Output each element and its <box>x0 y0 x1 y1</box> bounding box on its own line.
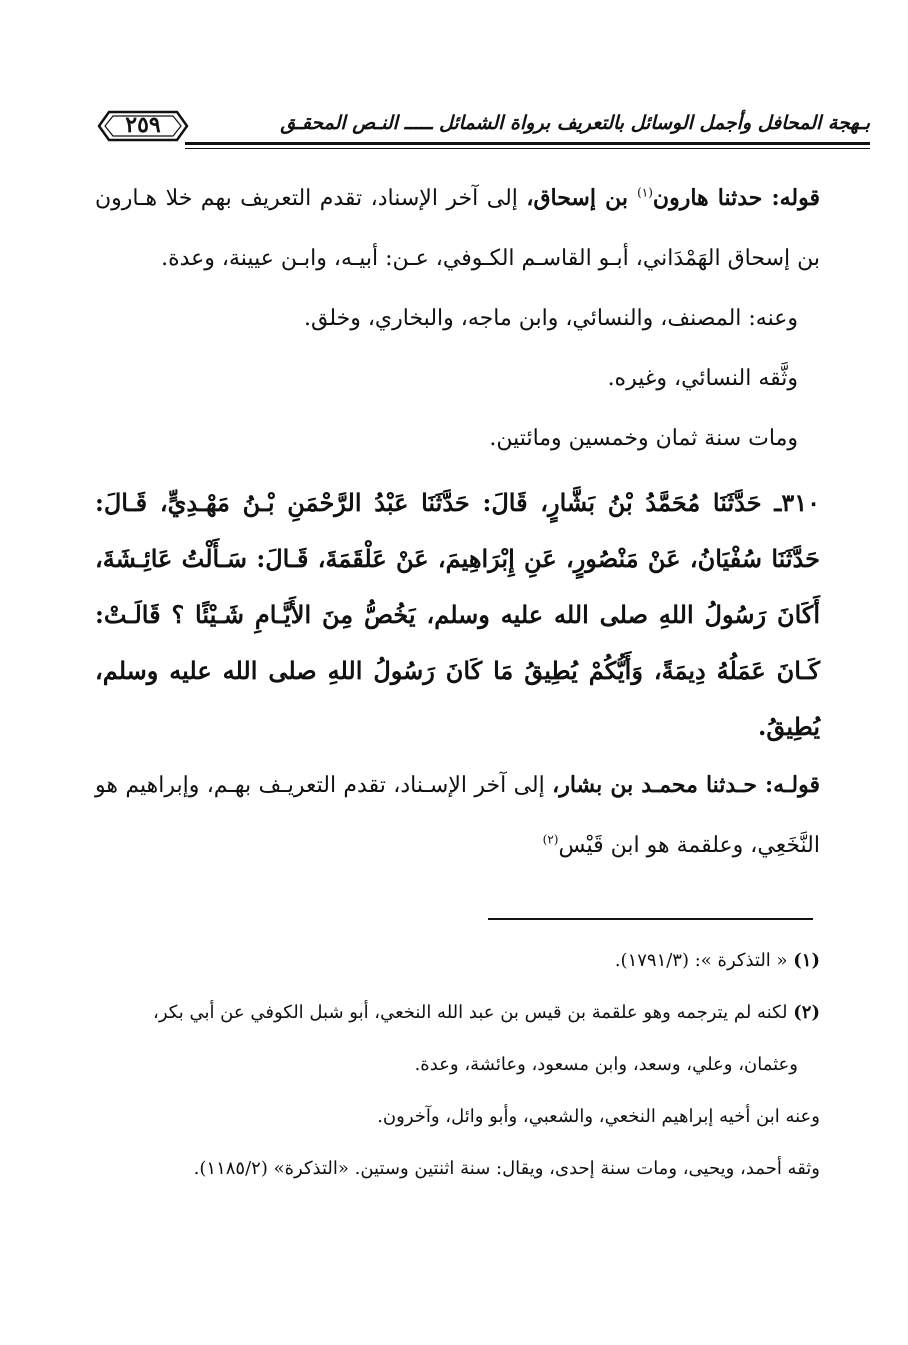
paragraph-1-lead: قوله: حدثنا هارون <box>652 185 820 211</box>
footnotes <box>95 935 820 1195</box>
page-number-badge <box>95 108 191 144</box>
paragraph-2: وعنه: المصنف، والنسائي، وابن ماجه، والبخاري، وخلق. <box>303 306 798 331</box>
footnote-2 <box>95 987 820 1039</box>
header-rule-thick <box>185 142 870 145</box>
running-header <box>95 108 870 150</box>
footnote-1 <box>95 935 820 987</box>
paragraph-5-text: إلى آخر الإسـناد، تقدم التعريـف بهـم، وإبراهيم هو النَّخَعِي، وعلقمة هو ابن قَيْس <box>95 773 820 858</box>
footnote-ref-2[interactable]: (٢) <box>542 832 559 847</box>
paragraph-1-lead-2: بن إسحاق، <box>526 185 638 211</box>
paragraph-3: وثَّقه النسائي، وغيره. <box>607 366 798 391</box>
main-text <box>95 168 820 876</box>
footnote-1-number: (١) <box>793 950 820 971</box>
paragraph-1-text: إلى آخر الإسناد، تقدم التعريف بهم خلا هـارون بن إسحاق الهَمْدَاني، أبـو القاسـم الكـوفي، عـن: أبيـه، وابـن عيينة، وعدة. <box>95 186 820 271</box>
hadith-text: ٣١٠ـ حَدَّثَنَا مُحَمَّدُ بْنُ بَشَّارٍ، قَالَ: حَدَّثَنَا عَبْدُ الرَّحْمَنِ بْـنُ مَهْـدِيٍّ، قَـالَ: حَدَّثَنَا سُفْيَانُ، عَنْ مَنْصُورٍ، عَنِ إِبْرَاهِيمَ، عَنْ عَلْقَمَةَ، قَـالَ: سَـأَلْتُ عَائِـشَةَ، أَكَانَ رَسُولُ اللهِ صلى الله عليه وسلم، يَخُصُّ مِنَ الأَيَّـامِ شَـيْئًا ؟ قَالَـتْ: كَـانَ عَمَلُهُ دِيمَةً، وَأَيُّكُمْ يُطِيقُ مَا كَانَ رَسُولُ اللهِ صلى الله عليه وسلم، يُطِيقُ. <box>95 488 820 741</box>
header-rule-thin <box>185 148 870 149</box>
footnote-1-text: « التذكرة »: (١٧٩١/٣). <box>614 950 794 971</box>
page-number: ٢٥٩ <box>125 112 161 138</box>
paragraph-1 <box>95 168 820 289</box>
footnote-separator <box>488 918 813 920</box>
paragraph-5 <box>95 755 820 876</box>
footnote-2-line-3: وعنه ابن أخيه إبراهيم النخعي، والشعبي، وأبو وائل، وآخرون. <box>377 1106 820 1127</box>
paragraph-5-lead: قولـه: حـدثنا محمـد بن بشار، <box>552 772 820 798</box>
footnote-ref-1[interactable]: (١) <box>637 185 653 200</box>
footnote-2-line-1: لكنه لم يترجمه وهو علقمة بن قيس بن عبد الله النخعي، أبو شبل الكوفي عن أبي بكر، <box>153 1002 794 1023</box>
footnote-2-line-4: وثقه أحمد، ويحيى، ومات سنة إحدى، ويقال: سنة اثنتين وستين. «التذكرة» (١١٨٥/٢). <box>193 1158 820 1179</box>
paragraph-4: ومات سنة ثمان وخمسين ومائتين. <box>489 426 798 451</box>
book-title: بـهجة المحافل وأجمل الوسائل بالتعريف برواة الشمائل ـــــ النـص المحقـق <box>280 112 870 134</box>
footnote-2-number: (٢) <box>793 1002 820 1023</box>
footnote-2-line-2: وعثمان، وعلي، وسعد، وابن مسعود، وعائشة، وعدة. <box>414 1054 798 1075</box>
